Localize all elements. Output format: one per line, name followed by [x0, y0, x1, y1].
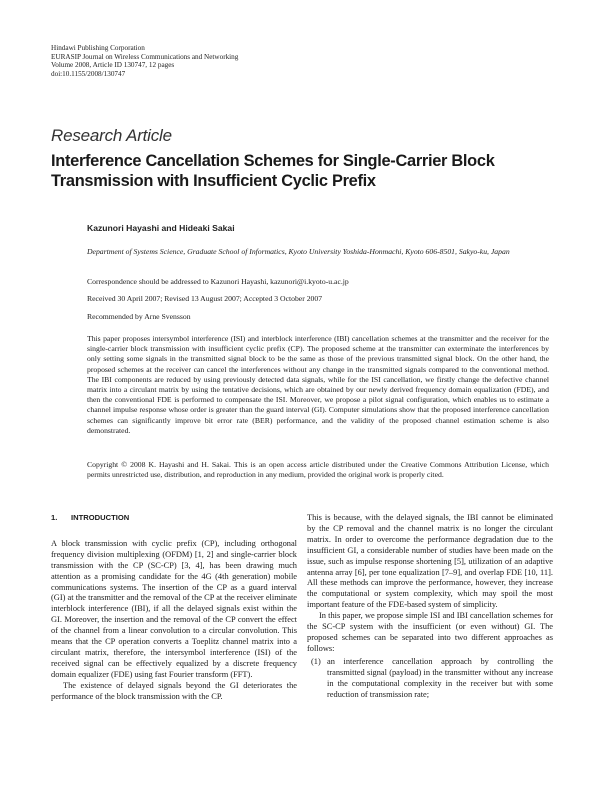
- right-column: [307, 513, 553, 700]
- volume-line: Volume 2008, Article ID 130747, 12 pages: [51, 61, 175, 70]
- section-title: INTRODUCTION: [71, 513, 130, 522]
- recommended-by: Recommended by Arne Svensson: [87, 312, 191, 321]
- intro-paragraph-2: The existence of delayed signals beyond the GI deteriorates the performance of the block transmission with the CP.: [51, 680, 297, 701]
- left-column: [51, 513, 297, 703]
- journal-name: EURASIP Journal on Wireless Communications and Networking: [51, 52, 239, 61]
- section-number: 1.: [51, 513, 58, 522]
- intro-paragraph-1: A block transmission with cyclic prefix (CP), including orthogonal frequency division multiplexing (OFDM) [1, 2] and single-carrier block transmission with the CP (SC-CP) [3, 4], has been drawing much attention as a promising candidate for the 4G (4th generation) mobile communications systems. The insertion of the CP as a guard interval (GI) at the transmitter and the removal of the CP at the receiver eliminate interblock interference (IBI), if all the delayed signals exist within the GI. Moreover, the insertion and the removal of the CP convert the effect of the channel from a linear convolution to a circular convolution. This means that the CP operation converts a Toeplitz channel matrix into a circulant matrix, therefore, the intersymbol interference (ISI) of the received signal can be effectively equalized by a discrete frequency domain equalizer (FDE) using fast Fourier transform (FFT).: [51, 538, 297, 679]
- article-type: Research Article: [51, 126, 172, 145]
- author-list: Kazunori Hayashi and Hideaki Sakai: [87, 223, 235, 233]
- intro-paragraph-3: This is because, with the delayed signals, the IBI cannot be eliminated by the CP removal and the channel matrix is no longer the circulant matrix. In order to overcome the performance degradation due to the insufficient GI, a considerable number of studies have been made on the issue, such as impulse response shortening [5], utilization of an adaptive antenna array [6], per tone equalization [7–9], and overlap FDE [10, 11]. All these methods can improve the performance, however, they increase the computational or system complexity, which may spoil the most important feature of the FDE-based system of simplicity.: [307, 513, 553, 610]
- copyright-notice: Copyright © 2008 K. Hayashi and H. Sakai. This is an open access article distributed under the Creative Commons Attribution License, which permits unrestricted use, distribution, and reproduction in any medium, provided the original work is properly cited.: [87, 460, 549, 480]
- affiliation: Department of Systems Science, Graduate School of Informatics, Kyoto University Yoshida-Honmachi, Kyoto 606-8501, Sakyo-ku, Japan: [87, 247, 510, 256]
- doi-line: doi:10.1155/2008/130747: [51, 69, 126, 78]
- list-marker: (1): [311, 656, 321, 666]
- submission-dates: Received 30 April 2007; Revised 13 August 2007; Accepted 3 October 2007: [87, 294, 323, 303]
- list-item: [307, 657, 553, 701]
- intro-paragraph-4: In this paper, we propose simple ISI and IBI cancellation schemes for the SC-CP system with the insufficient (or even without) GI. The proposed schemes can be separated into two different approaches as follows:: [307, 611, 553, 653]
- abstract: This paper proposes intersymbol interference (ISI) and interblock interference (IBI) cancellation schemes at the transmitter and the receiver for the single-carrier block transmission with insufficient cyclic prefix (CP). The proposed scheme at the transmitter can exterminate the interferences by only setting some signals in the transmitted signal block to be the same as those of the previous transmitted signal block. On the other hand, the proposed schemes at the receiver can cancel the interferences without any change in the transmitted signals compared to the conventional method. The IBI components are reduced by using previously detected data signals, while for the ISI cancellation, we firstly change the defective channel matrix into a circulant matrix by using the tentative decisions, which are obtained by our newly derived frequency domain equalization (FDE), and then the conventional FDE is performed to compensate the ISI. Moreover, we propose a pilot signal configuration, which enables us to estimate a channel impulse response whose order is greater than the guard interval (GI). Computer simulations show that the proposed interference cancellation schemes can significantly improve bit error rate (BER) performance, and the validity of the proposed channel estimation scheme is also demonstrated.: [87, 334, 549, 435]
- publisher-line: Hindawi Publishing Corporation: [51, 44, 145, 52]
- section-heading: [51, 513, 297, 524]
- journal-header: [51, 44, 238, 78]
- correspondence: Correspondence should be addressed to Kazunori Hayashi, kazunori@i.kyoto-u.ac.jp: [87, 277, 349, 286]
- list-item-text: an interference cancellation approach by controlling the transmitted signal (payload) in the transmitter without any increase in the computational complexity in the receiver but with some reduction of transmission rate;: [327, 656, 553, 699]
- paper-title: Interference Cancellation Schemes for Single-Carrier Block Transmission with Insufficient Cyclic Prefix: [51, 152, 495, 190]
